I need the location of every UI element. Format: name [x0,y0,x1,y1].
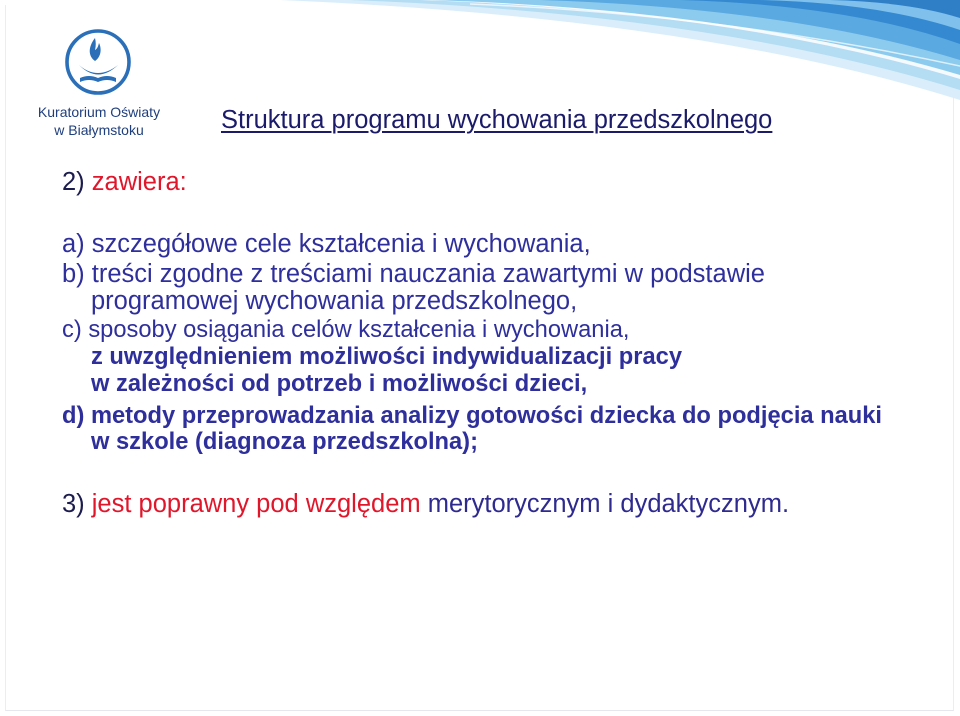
list-marker: a) [62,230,85,258]
slide-title: Struktura programu wychowania przedszkolnego [221,106,773,134]
list-item-c-continuation: w zależności od potrzeb i możliwości dzieci, [91,371,588,397]
list-marker: d) [62,403,85,429]
list-item-c [62,319,629,343]
logo-text-line2: w Białymstoku [54,122,144,138]
list-item-text: treści zgodne z treściami nauczania zawartymi w podstawie [91,260,765,288]
list-item-text: sposoby osiągania celów kształcenia i wychowania, [88,317,630,343]
kuratorium-logo [28,26,170,146]
list-item-c-continuation: z uwzględnieniem możliwości indywidualizacji pracy [91,344,683,370]
list-item-d-continuation: w szkole (diagnoza przedszkolna); [91,429,478,455]
list-item-d [62,405,882,429]
list-item-b [62,262,765,288]
statement-highlight: jest poprawny pod względem [91,490,421,518]
section-3-statement [62,492,789,518]
section-2-heading [62,170,187,196]
list-item-text: metody przeprowadzania analizy gotowości dziecka do podjęcia nauki [90,403,883,429]
section-number: 3) [62,490,85,518]
list-item-text: szczegółowe cele kształcenia i wychowania, [91,230,591,258]
section-label: zawiera: [91,168,187,196]
list-marker: c) [62,317,82,343]
logo-text-line1: Kuratorium Oświaty [37,104,161,120]
list-item-a [62,232,591,258]
lamp-emblem-icon [62,28,134,98]
list-marker: b) [62,260,85,288]
section-number: 2) [62,168,85,196]
list-item-b-continuation: programowej wychowania przedszkolnego, [91,287,578,315]
statement-rest: merytorycznym i dydaktycznym. [427,490,790,518]
